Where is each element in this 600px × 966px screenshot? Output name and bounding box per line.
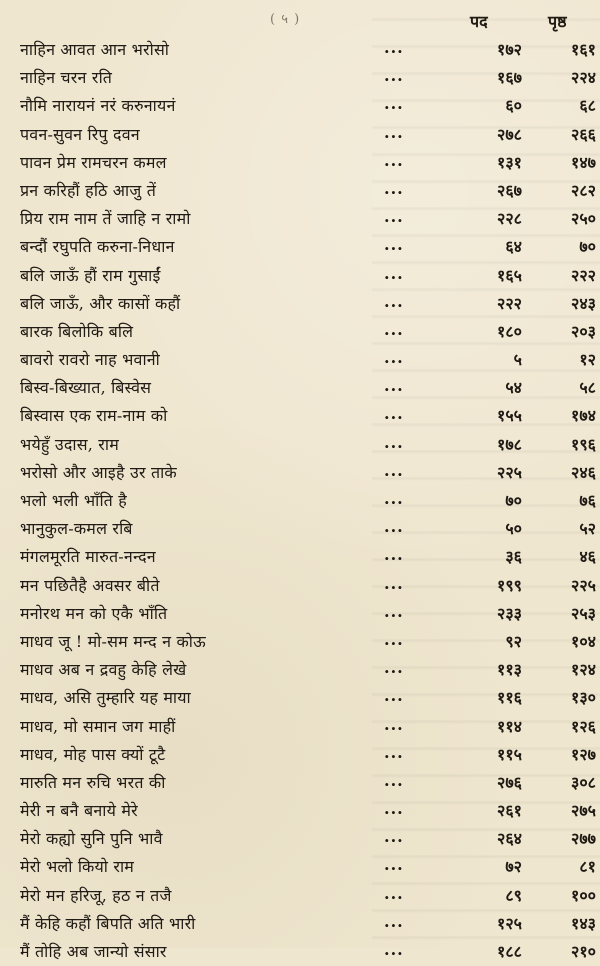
- index-row: [0, 121, 600, 149]
- pad-number: २२५: [497, 462, 522, 482]
- index-row: [0, 233, 600, 261]
- index-row: [0, 205, 600, 233]
- pad-number: २३३: [497, 603, 522, 623]
- verse-first-line: बलि जाऊँ हौं राम गुसाईं: [20, 265, 161, 285]
- pad-number: ८९: [505, 885, 522, 905]
- page-number: २४६: [571, 462, 596, 482]
- page-number: ३०८: [571, 772, 596, 792]
- index-list: [0, 36, 600, 966]
- leader-dots: ...: [384, 66, 404, 86]
- page-number: २४३: [571, 293, 596, 313]
- leader-dots: ...: [384, 545, 404, 565]
- page-number: २२४: [571, 68, 596, 88]
- verse-first-line: मैं तोहि अब जान्यो संसार: [20, 942, 167, 961]
- leader-dots: ...: [384, 714, 404, 734]
- pad-number: १८०: [497, 321, 522, 341]
- verse-first-line: मनोरथ मन को एकै भाँति: [20, 603, 168, 623]
- page-number: २८२: [571, 180, 596, 200]
- verse-first-line: माधव, मो समान जग माहीं: [20, 716, 176, 736]
- leader-dots: ...: [384, 348, 404, 368]
- page-number: १२४: [571, 660, 596, 680]
- page-column-heading: पृष्ठ: [548, 12, 567, 31]
- pad-number: १६७: [497, 68, 522, 88]
- leader-dots: ...: [384, 94, 404, 114]
- verse-first-line: नाहिन आवत आन भरोसो: [20, 40, 170, 59]
- verse-first-line: मेरो भलो कियो राम: [20, 857, 135, 877]
- verse-first-line: मेरी न बनै बनाये मेरे: [20, 801, 138, 821]
- verse-first-line: भयेहुँ उदास, राम: [20, 434, 119, 454]
- leader-dots: ...: [384, 770, 404, 790]
- leader-dots: ...: [384, 573, 404, 593]
- pad-number: ५४: [505, 378, 522, 398]
- index-row: [0, 374, 600, 402]
- page-number: ४६: [579, 547, 596, 567]
- page-number: १००: [571, 885, 596, 905]
- leader-dots: ...: [384, 207, 404, 227]
- pad-number: १५५: [497, 406, 522, 426]
- verse-first-line: बन्दौं रघुपति करुना-निधान: [20, 237, 175, 257]
- page-number: १७४: [571, 406, 596, 426]
- leader-dots: ...: [384, 686, 404, 706]
- index-row: [0, 600, 600, 628]
- pad-number: ५०: [505, 519, 522, 539]
- leader-dots: ...: [384, 799, 404, 819]
- pad-number: ७२: [505, 857, 522, 877]
- index-row: [0, 431, 600, 459]
- page-marker: ( ५ ): [270, 12, 301, 27]
- verse-first-line: भलो भली भाँति है: [20, 491, 127, 510]
- page-number: २५०: [571, 209, 596, 229]
- page-number: २७५: [571, 801, 596, 821]
- pad-number: ११६: [497, 688, 522, 708]
- index-header: [0, 8, 600, 34]
- index-row: [0, 36, 600, 64]
- page-number: १०४: [571, 631, 596, 651]
- page-number: ५२: [579, 519, 596, 539]
- page-number: २७७: [571, 829, 596, 849]
- leader-dots: ...: [384, 376, 404, 396]
- pad-number: २६४: [497, 829, 522, 849]
- verse-first-line: मेरो कह्यो सुनि पुनि भावै: [20, 829, 163, 849]
- leader-dots: ...: [384, 940, 404, 959]
- page-number: २२२: [571, 265, 596, 285]
- pad-number: ६४: [505, 237, 522, 257]
- pad-column-heading: पद: [470, 12, 488, 31]
- pad-number: १८८: [497, 942, 522, 961]
- leader-dots: ...: [384, 263, 404, 283]
- verse-first-line: माधव अब न द्रवहु केहि लेखे: [20, 660, 187, 680]
- pad-number: १७८: [497, 434, 522, 454]
- verse-first-line: बारक बिलोकि बलि: [20, 321, 134, 341]
- pad-number: ५: [513, 350, 522, 370]
- pad-number: ७०: [505, 491, 522, 510]
- verse-first-line: पावन प्रेम रामचरन कमल: [20, 152, 167, 172]
- page-number: २२५: [571, 575, 596, 595]
- verse-first-line: बिस्वास एक राम-नाम को: [20, 406, 168, 426]
- pad-number: ११४: [497, 716, 522, 736]
- index-row: [0, 938, 600, 966]
- page-number: २०३: [571, 321, 596, 341]
- leader-dots: ...: [384, 827, 404, 847]
- verse-first-line: बिस्व-बिख्यात, बिस्वेस: [20, 378, 152, 398]
- leader-dots: ...: [384, 883, 404, 903]
- leader-dots: ...: [384, 432, 404, 452]
- page-number: १४७: [571, 152, 596, 172]
- index-row: [0, 684, 600, 712]
- verse-first-line: प्रन करिहौं हठि आजु तें: [20, 180, 157, 200]
- leader-dots: ...: [384, 235, 404, 255]
- leader-dots: ...: [384, 517, 404, 537]
- leader-dots: ...: [384, 150, 404, 170]
- pad-number: ११५: [497, 744, 522, 764]
- verse-first-line: मारुति मन रुचि भरत की: [20, 772, 166, 792]
- index-row: [0, 177, 600, 205]
- pad-number: ६०: [505, 96, 522, 116]
- index-row: [0, 825, 600, 853]
- index-row: [0, 515, 600, 543]
- page-number: ६८: [579, 96, 596, 116]
- pad-number: १९९: [497, 575, 522, 595]
- verse-first-line: बावरो रावरो नाह भवानी: [20, 350, 161, 370]
- verse-first-line: नौमि नारायनं नरं करुनायनं: [20, 96, 176, 116]
- verse-first-line: प्रिय राम नाम तें जाहि न रामो: [20, 209, 191, 229]
- page-number: ५८: [579, 378, 596, 398]
- leader-dots: ...: [384, 460, 404, 480]
- pad-number: २६७: [497, 180, 522, 200]
- index-row: [0, 64, 600, 92]
- page-number: २१०: [571, 942, 596, 961]
- index-row: [0, 713, 600, 741]
- verse-first-line: पवन-सुवन रिपु दवन: [20, 124, 140, 144]
- pad-number: २२८: [497, 209, 522, 229]
- verse-first-line: नाहिन चरन रति: [20, 68, 113, 88]
- index-row: [0, 910, 600, 938]
- leader-dots: ...: [384, 911, 404, 931]
- pad-number: २६१: [497, 801, 522, 821]
- verse-first-line: बलि जाऊँ, और कासों कहौं: [20, 293, 181, 313]
- index-row: [0, 290, 600, 318]
- pad-number: २७६: [497, 772, 522, 792]
- pad-number: १३१: [497, 152, 522, 172]
- index-row: [0, 797, 600, 825]
- index-row: [0, 628, 600, 656]
- leader-dots: ...: [384, 319, 404, 339]
- pad-number: ११३: [497, 660, 522, 680]
- index-row: [0, 741, 600, 769]
- pad-number: ९२: [505, 631, 522, 651]
- leader-dots: ...: [384, 122, 404, 142]
- page-number: ७६: [579, 491, 596, 510]
- index-row: [0, 853, 600, 881]
- verse-first-line: मेरो मन हरिजू, हठ न तजै: [20, 885, 172, 905]
- index-row: [0, 346, 600, 374]
- verse-first-line: मैं केहि कहौं बिपति अति भारी: [20, 913, 196, 933]
- leader-dots: ...: [384, 489, 404, 508]
- page-number: १२: [579, 350, 596, 370]
- index-row: [0, 92, 600, 120]
- index-row: [0, 318, 600, 346]
- pad-number: ३६: [505, 547, 522, 567]
- index-row: [0, 402, 600, 430]
- verse-first-line: भरोसो और आइहै उर ताके: [20, 462, 177, 482]
- pad-number: १६५: [497, 265, 522, 285]
- pad-number: २७८: [497, 124, 522, 144]
- index-row: [0, 882, 600, 910]
- page-number: १२७: [571, 744, 596, 764]
- page-number: ८१: [579, 857, 596, 877]
- page-number: १९६: [571, 434, 596, 454]
- verse-first-line: भानुकुल-कमल रबि: [20, 519, 133, 539]
- index-row: [0, 262, 600, 290]
- index-row: [0, 543, 600, 571]
- leader-dots: ...: [384, 404, 404, 424]
- page-number: १२६: [571, 716, 596, 736]
- index-row: [0, 769, 600, 797]
- page-number: २५३: [571, 603, 596, 623]
- leader-dots: ...: [384, 601, 404, 621]
- verse-first-line: माधव, असि तुम्हारि यह माया: [20, 688, 191, 708]
- index-row: [0, 487, 600, 515]
- leader-dots: ...: [384, 291, 404, 311]
- leader-dots: ...: [384, 178, 404, 198]
- pad-number: १२५: [497, 913, 522, 933]
- leader-dots: ...: [384, 629, 404, 649]
- page-number: १४३: [571, 913, 596, 933]
- verse-first-line: मन पछितैहै अवसर बीते: [20, 575, 160, 595]
- page-number: २६६: [571, 124, 596, 144]
- leader-dots: ...: [384, 658, 404, 678]
- index-row: [0, 149, 600, 177]
- index-row: [0, 572, 600, 600]
- verse-first-line: माधव, मोह पास क्यों टूटै: [20, 744, 166, 764]
- verse-first-line: माधव जू ! मो-सम मन्द न कोऊ: [20, 631, 206, 651]
- page-number: १३०: [571, 688, 596, 708]
- leader-dots: ...: [384, 855, 404, 875]
- index-row: [0, 459, 600, 487]
- index-row: [0, 656, 600, 684]
- leader-dots: ...: [384, 38, 404, 57]
- page-number: ७०: [579, 237, 596, 257]
- page-number: १६१: [571, 40, 596, 59]
- verse-first-line: मंगलमूरति मारुत-नन्दन: [20, 547, 156, 567]
- pad-number: २२२: [497, 293, 522, 313]
- leader-dots: ...: [384, 742, 404, 762]
- pad-number: १७२: [497, 40, 522, 59]
